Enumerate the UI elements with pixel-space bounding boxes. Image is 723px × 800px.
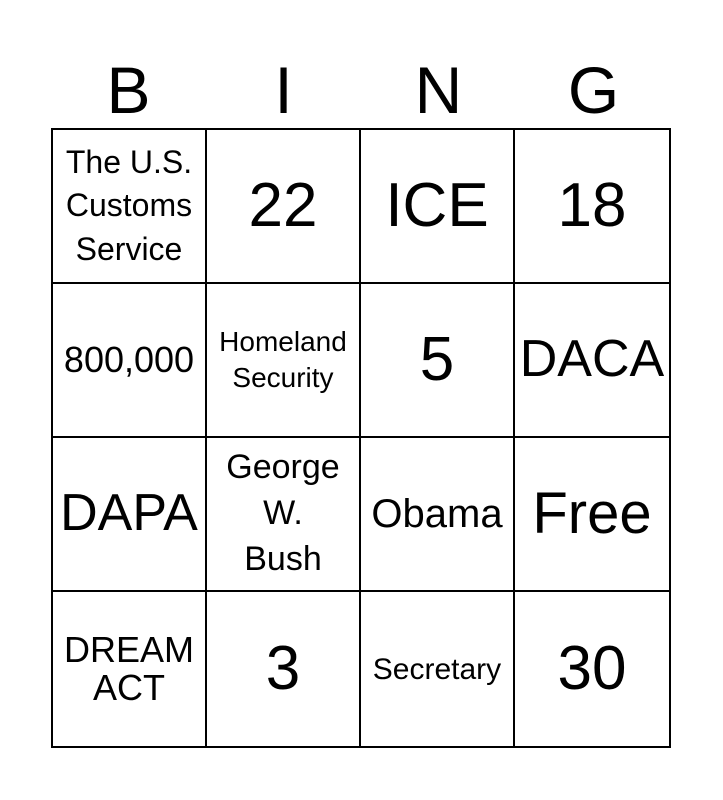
cell-label: DAPA <box>60 484 198 543</box>
cell-label: 5 <box>419 324 455 394</box>
cell-label: George W. Bush <box>226 448 340 578</box>
cell-label: ICE <box>385 170 489 240</box>
header-letter-b: B <box>106 53 151 127</box>
cell-label: Secretary <box>372 652 502 686</box>
bingo-cell-r4c4[interactable] <box>515 592 669 746</box>
cell-label: 800,000 <box>63 339 195 381</box>
bingo-cell-r2c3[interactable] <box>361 284 515 438</box>
bingo-header <box>51 52 671 128</box>
cell-label: Homeland Security <box>219 325 347 393</box>
bingo-cell-r1c4[interactable] <box>515 130 669 284</box>
bingo-cell-r1c3[interactable] <box>361 130 515 284</box>
cell-label: DACA <box>519 330 665 389</box>
bingo-cell-r4c3[interactable] <box>361 592 515 746</box>
bingo-cell-r3c2[interactable] <box>207 438 361 592</box>
cell-label: The U.S. Customs Service <box>65 144 193 267</box>
cell-label: 30 <box>557 633 627 703</box>
bingo-cell-r3c1[interactable] <box>53 438 207 592</box>
header-letter-n: N <box>414 53 463 127</box>
header-letter-g: G <box>567 53 620 127</box>
bingo-cell-free[interactable] <box>515 438 669 592</box>
bingo-cell-r4c1[interactable] <box>53 592 207 746</box>
cell-label: 18 <box>557 170 627 240</box>
bingo-cell-r2c4[interactable] <box>515 284 669 438</box>
header-letter-i: I <box>274 53 293 127</box>
bingo-cell-r4c2[interactable] <box>207 592 361 746</box>
cell-label: 3 <box>265 633 301 703</box>
bingo-cell-r2c2[interactable] <box>207 284 361 438</box>
bingo-cell-r2c1[interactable] <box>53 284 207 438</box>
bingo-cell-r3c3[interactable] <box>361 438 515 592</box>
bingo-cell-r1c1[interactable] <box>53 130 207 284</box>
bingo-cell-r1c2[interactable] <box>207 130 361 284</box>
bingo-board <box>51 128 671 748</box>
free-space-label: Free <box>532 481 652 547</box>
cell-label: Obama <box>371 492 503 536</box>
cell-label: 22 <box>248 170 318 240</box>
cell-label: DREAM ACT <box>63 629 194 708</box>
